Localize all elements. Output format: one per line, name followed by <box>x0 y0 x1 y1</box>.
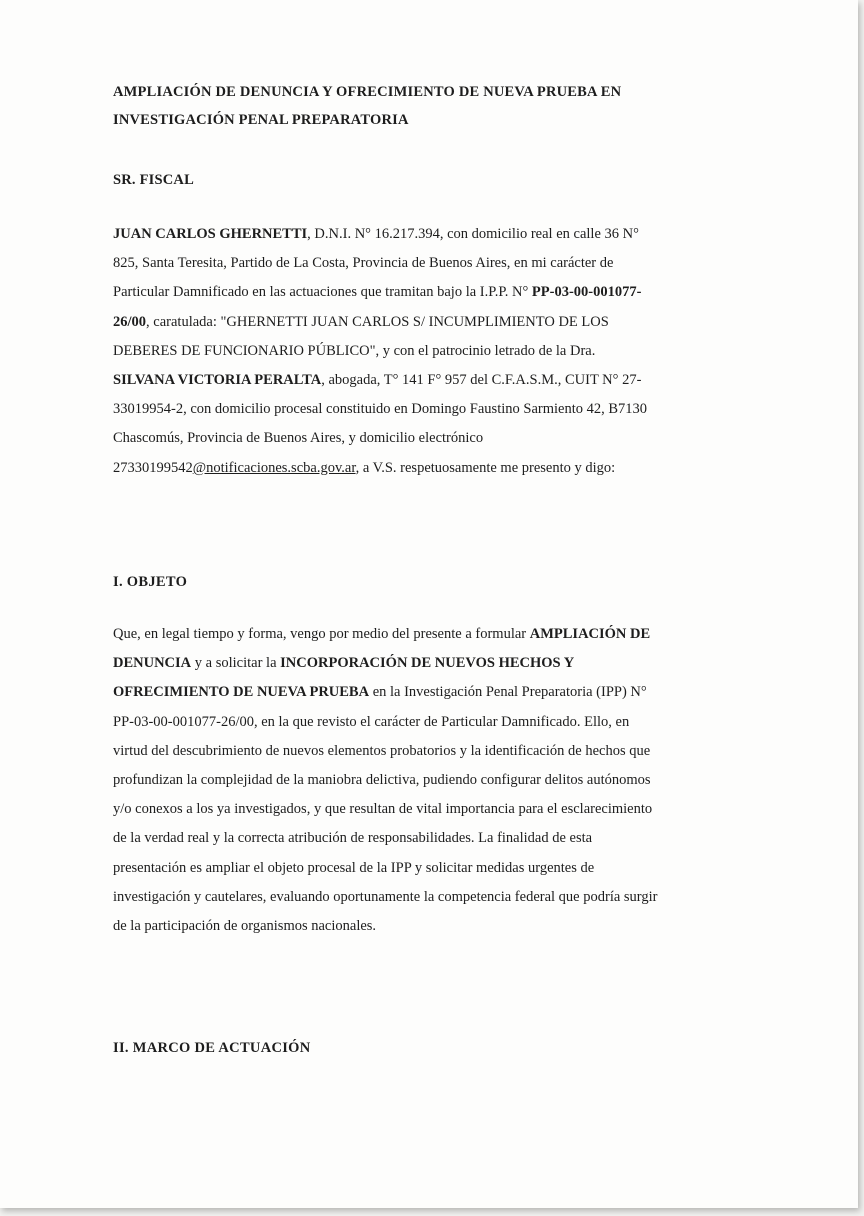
intro-line <box>113 278 763 307</box>
objeto-text: en la Investigación Penal Preparatoria (IPP) N° <box>369 684 647 701</box>
intro-line <box>113 220 763 249</box>
section-heading-objeto: I. OBJETO <box>113 574 188 590</box>
intro-text: , caratulada: "GHERNETTI JUAN CARLOS S/ INCUMPLIMIENTO DE LOS <box>146 313 609 330</box>
intro-text: , D.N.I. N° 16.217.394, con domicilio real en calle 36 N° <box>307 226 639 242</box>
objeto-bold: INCORPORACIÓN DE NUEVOS HECHOS Y <box>280 655 575 672</box>
objeto-line <box>113 678 763 707</box>
complainant-name: JUAN CARLOS GHERNETTI <box>113 226 308 242</box>
intro-line: 825, Santa Teresita, Partido de La Costa, Provincia de Buenos Aires, en mi carácter de <box>113 255 614 272</box>
document-title <box>113 78 753 134</box>
intro-line <box>113 366 763 395</box>
objeto-line: y/o conexos a los ya investigados, y que resultan de vital importancia para el esclarecimiento <box>113 801 653 818</box>
intro-paragraph <box>113 220 763 483</box>
intro-line: DEBERES DE FUNCIONARIO PÚBLICO", y con el patrocinio letrado de la Dra. <box>113 342 596 359</box>
objeto-bold: OFRECIMIENTO DE NUEVA PRUEBA <box>113 684 370 701</box>
objeto-line: investigación y cautelares, evaluando oportunamente la competencia federal que podría surgir <box>113 888 658 905</box>
objeto-line: virtud del descubrimiento de nuevos elementos probatorios y la identificación de hechos que <box>113 742 651 759</box>
intro-line <box>113 454 763 483</box>
objeto-line: presentación es ampliar el objeto procesal de la IPP y solicitar medidas urgentes de <box>113 859 595 876</box>
objeto-line: PP-03-00-001077-26/00, en la que revisto el carácter de Particular Damnificado. Ello, en <box>113 713 630 730</box>
objeto-bold: AMPLIACIÓN DE <box>529 626 651 642</box>
intro-text: , abogada, T° 141 F° 957 del C.F.A.S.M., CUIT N° 27- <box>321 372 642 389</box>
objeto-text: y a solicitar la <box>191 655 281 672</box>
objeto-text: Que, en legal tiempo y forma, vengo por medio del presente a formular <box>113 626 530 642</box>
intro-line: Chascomús, Provincia de Buenos Aires, y domicilio electrónico <box>113 430 484 447</box>
case-number-suffix: 26/00 <box>113 313 147 330</box>
objeto-line: profundizan la complejidad de la maniobra delictiva, pudiendo configurar delitos autónomos <box>113 772 651 789</box>
section-heading-marco: II. MARCO DE ACTUACIÓN <box>113 1040 311 1056</box>
objeto-line: de la participación de organismos nacionales. <box>113 918 377 935</box>
objeto-paragraph <box>113 620 763 941</box>
attorney-name: SILVANA VICTORIA PERALTA <box>113 372 322 389</box>
case-number: PP-03-00-001077- <box>531 284 642 301</box>
title-line-1: AMPLIACIÓN DE DENUNCIA Y OFRECIMIENTO DE NUEVA PRUEBA EN <box>113 84 622 100</box>
addressee: SR. FISCAL <box>113 172 194 188</box>
intro-text: Particular Damnificado en las actuaciones que tramitan bajo la I.P.P. N° <box>113 284 532 301</box>
objeto-line: de la verdad real y la correcta atribución de responsabilidades. La finalidad de esta <box>113 830 593 847</box>
email-prefix: 27330199542 <box>113 459 193 476</box>
intro-line <box>113 308 763 337</box>
objeto-line <box>113 649 763 678</box>
objeto-bold: DENUNCIA <box>113 655 192 672</box>
intro-line: 33019954-2, con domicilio procesal constituido en Domingo Faustino Sarmiento 42, B7130 <box>113 401 648 418</box>
objeto-line <box>113 620 763 649</box>
title-line-2: INVESTIGACIÓN PENAL PREPARATORIA <box>113 112 409 128</box>
email-link[interactable]: @notificaciones.scba.gov.ar <box>192 459 356 476</box>
intro-text: , a V.S. respetuosamente me presento y digo: <box>355 459 616 476</box>
